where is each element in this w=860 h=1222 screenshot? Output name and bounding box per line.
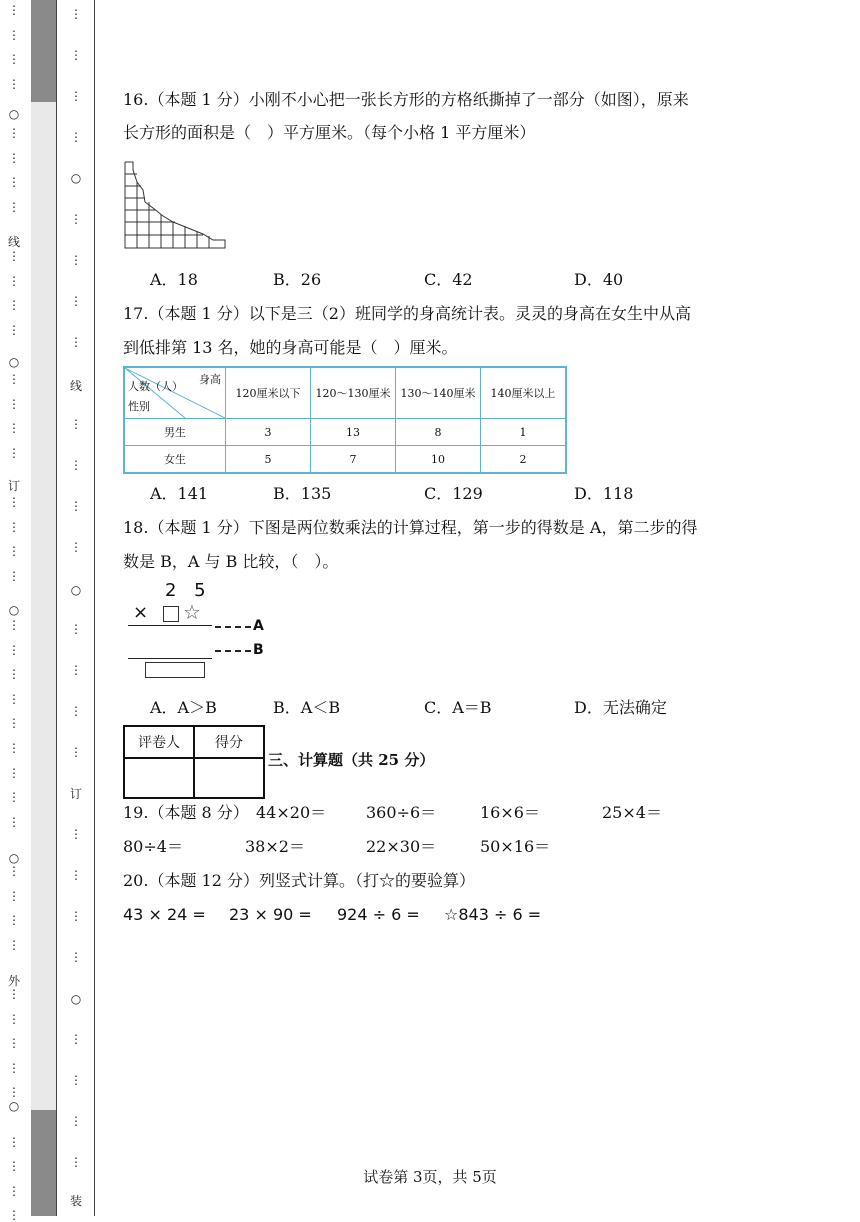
label-a: A — [253, 618, 264, 634]
dots-icon: ⋮ — [8, 790, 20, 804]
q16-option-b[interactable]: B．26 — [273, 270, 322, 289]
q19-item: 25×4＝ — [602, 803, 662, 822]
q18-option-c[interactable]: C．A＝B — [424, 698, 492, 717]
star-icon: ☆ — [183, 600, 201, 624]
q19-prefix: 19.（本题 8 分） — [123, 803, 249, 822]
q16-option-d[interactable]: D．40 — [574, 270, 624, 289]
table-cell: 10 — [396, 446, 481, 474]
dots-icon: ⋮ — [70, 294, 82, 308]
q17-option-d[interactable]: D．118 — [574, 484, 634, 503]
corner-cell — [124, 367, 226, 419]
dots-icon: ⋮ — [8, 126, 20, 140]
score-input-cell[interactable] — [194, 758, 264, 798]
dots-icon: ⋮ — [70, 827, 82, 841]
q19-item: 50×16＝ — [480, 837, 551, 856]
dots-icon: ⋮ — [8, 274, 20, 288]
dots-icon: ⋮ — [8, 52, 20, 66]
q16-line2: 长方形的面积是（ ）平方厘米。（每个小格 1 平方厘米） — [123, 123, 536, 142]
circle-mark: ○ — [70, 992, 82, 1006]
q17-line1: 17.（本题 1 分）以下是三（2）班同学的身高统计表。灵灵的身高在女生中从高 — [123, 304, 691, 323]
q17-option-c[interactable]: C．129 — [424, 484, 483, 503]
dots-icon: ⋮ — [8, 495, 20, 509]
q20-item: 924 ÷ 6 = — [337, 905, 420, 924]
dots-icon: ⋮ — [8, 1184, 20, 1198]
dots-icon: ⋮ — [8, 1135, 20, 1149]
table-cell: 3 — [226, 419, 311, 446]
dots-icon: ⋮ — [8, 77, 20, 91]
corner-top-label: 身高 — [199, 373, 221, 386]
row-label: 男生 — [124, 419, 226, 446]
multiplication-figure — [123, 580, 273, 680]
circle-mark: ○ — [70, 583, 82, 597]
section-heading: 三、计算题（共 25 分） — [268, 751, 435, 769]
margin-label: 线 — [7, 235, 20, 249]
table-row — [124, 419, 566, 446]
circle-mark: ○ — [8, 107, 20, 121]
dots-icon: ⋮ — [8, 249, 20, 263]
blank-box-icon — [163, 606, 179, 622]
q18-line2: 数是 B，A 与 B 比较，（ ）。 — [123, 552, 339, 571]
dots-icon: ⋮ — [8, 618, 20, 632]
dots-icon: ⋮ — [8, 1208, 20, 1222]
corner-bottom-label: 性别 — [128, 400, 150, 413]
margin-label: 线 — [69, 379, 82, 393]
dots-icon: ⋮ — [8, 1036, 20, 1050]
dash-b — [215, 650, 251, 652]
margin-label: 外 — [7, 974, 20, 988]
dots-icon: ⋮ — [8, 397, 20, 411]
binding-margin — [0, 0, 95, 1222]
q17-option-b[interactable]: B．135 — [273, 484, 332, 503]
circle-mark: ○ — [8, 355, 20, 369]
dots-icon: ⋮ — [8, 446, 20, 460]
dots-icon: ⋮ — [8, 741, 20, 755]
q16-option-a[interactable]: A．18 — [150, 270, 198, 289]
margin-light-strip — [31, 102, 56, 1110]
dots-icon: ⋮ — [8, 692, 20, 706]
dots-icon: ⋮ — [8, 28, 20, 42]
table-cell: 2 — [481, 446, 567, 474]
table-cell: 13 — [311, 419, 396, 446]
dots-icon: ⋮ — [70, 212, 82, 226]
row-label: 女生 — [124, 446, 226, 474]
result-box — [145, 662, 205, 678]
q19-item: 38×2＝ — [245, 837, 305, 856]
dots-icon: ⋮ — [70, 1155, 82, 1169]
dots-icon: ⋮ — [70, 1114, 82, 1128]
dots-icon: ⋮ — [8, 1085, 20, 1099]
grader-label: 评卷人 — [124, 726, 194, 758]
dots-icon: ⋮ — [8, 569, 20, 583]
q19-item: 80÷4＝ — [123, 837, 183, 856]
page-footer: 试卷第 3页，共 5页 — [363, 1168, 497, 1186]
circle-mark: ○ — [70, 171, 82, 185]
dots-icon: ⋮ — [70, 909, 82, 923]
dots-icon: ⋮ — [70, 1073, 82, 1087]
q19-item: 22×30＝ — [366, 837, 437, 856]
col-header: 140厘米以上 — [481, 367, 567, 419]
margin-label: 订 — [69, 787, 82, 801]
times-sign: × — [133, 602, 149, 623]
height-stat-table — [123, 366, 567, 474]
score-label: 得分 — [194, 726, 264, 758]
table-cell: 1 — [481, 419, 567, 446]
q20-item: ☆843 ÷ 6 = — [444, 905, 542, 924]
dots-icon: ⋮ — [70, 1032, 82, 1046]
dots-icon: ⋮ — [70, 48, 82, 62]
dots-icon: ⋮ — [8, 889, 20, 903]
dots-icon: ⋮ — [8, 421, 20, 435]
dots-icon: ⋮ — [8, 544, 20, 558]
col-header: 120～130厘米 — [311, 367, 396, 419]
q18-option-a[interactable]: A．A＞B — [150, 698, 217, 717]
circle-mark: ○ — [8, 1099, 20, 1113]
label-b: B — [253, 642, 264, 658]
multiplicand: 2 5 — [165, 580, 212, 601]
torn-grid-figure — [123, 160, 229, 250]
dots-icon: ⋮ — [8, 372, 20, 386]
grader-box — [123, 725, 265, 799]
dots-icon: ⋮ — [70, 499, 82, 513]
corner-mid-label: 人数（人） — [128, 380, 183, 393]
dots-icon: ⋮ — [8, 298, 20, 312]
q20-line1: 20.（本题 12 分）列竖式计算。（打☆的要验算） — [123, 871, 475, 890]
dots-icon: ⋮ — [8, 1061, 20, 1075]
dots-icon: ⋮ — [70, 663, 82, 677]
dots-icon: ⋮ — [8, 913, 20, 927]
dots-icon: ⋮ — [70, 704, 82, 718]
dots-icon: ⋮ — [70, 950, 82, 964]
dots-icon: ⋮ — [70, 7, 82, 21]
q19-item: 16×6＝ — [480, 803, 540, 822]
dots-icon: ⋮ — [70, 745, 82, 759]
dots-icon: ⋮ — [70, 253, 82, 267]
q19-item: 360÷6＝ — [366, 803, 437, 822]
dots-icon: ⋮ — [8, 1159, 20, 1173]
dots-icon: ⋮ — [70, 622, 82, 636]
dots-icon: ⋮ — [8, 3, 20, 17]
q16-line1: 16.（本题 1 分）小刚不小心把一张长方形的方格纸撕掉了一部分（如图），原来 — [123, 90, 689, 109]
col-header: 120厘米以下 — [226, 367, 311, 419]
q20-item: 23 × 90 = — [229, 905, 312, 924]
product-line-1 — [128, 625, 212, 626]
dots-icon: ⋮ — [70, 89, 82, 103]
table-cell: 8 — [396, 419, 481, 446]
table-cell: 7 — [311, 446, 396, 474]
dots-icon: ⋮ — [8, 643, 20, 657]
margin-line-right — [94, 0, 95, 1216]
dots-icon: ⋮ — [8, 815, 20, 829]
dots-icon: ⋮ — [8, 323, 20, 337]
dots-icon: ⋮ — [70, 130, 82, 144]
q18-option-b[interactable]: B．A＜B — [273, 698, 341, 717]
margin-dark-block-bottom — [31, 1110, 56, 1216]
dots-icon: ⋮ — [70, 458, 82, 472]
q20-item: 43 × 24 = — [123, 905, 206, 924]
dots-icon: ⋮ — [8, 716, 20, 730]
circle-mark: ○ — [8, 603, 20, 617]
dots-icon: ⋮ — [8, 667, 20, 681]
dots-icon: ⋮ — [70, 335, 82, 349]
circle-mark: ○ — [8, 851, 20, 865]
q18-option-d[interactable]: D．无法确定 — [574, 698, 667, 717]
dots-icon: ⋮ — [8, 520, 20, 534]
grader-input-cell[interactable] — [124, 758, 194, 798]
dots-icon: ⋮ — [8, 175, 20, 189]
dash-a — [215, 626, 251, 628]
dots-icon: ⋮ — [8, 864, 20, 878]
margin-line-left — [56, 0, 57, 1216]
dots-icon: ⋮ — [8, 200, 20, 214]
margin-dark-block-top — [31, 0, 56, 102]
dots-icon: ⋮ — [8, 938, 20, 952]
q17-line2: 到低排第 13 名，她的身高可能是（ ）厘米。 — [123, 338, 458, 357]
product-line-2 — [128, 658, 212, 659]
margin-label: 订 — [7, 479, 20, 493]
table-header-row — [124, 367, 566, 419]
table-row — [124, 446, 566, 474]
table-cell: 5 — [226, 446, 311, 474]
q18-line1: 18.（本题 1 分）下图是两位数乘法的计算过程，第一步的得数是 A，第二步的得 — [123, 518, 698, 537]
dots-icon: ⋮ — [8, 766, 20, 780]
dots-icon: ⋮ — [8, 1012, 20, 1026]
dots-icon: ⋮ — [8, 987, 20, 1001]
dots-icon: ⋮ — [70, 540, 82, 554]
q17-option-a[interactable]: A．141 — [150, 484, 209, 503]
dots-icon: ⋮ — [8, 151, 20, 165]
dots-icon: ⋮ — [70, 868, 82, 882]
q16-option-c[interactable]: C．42 — [424, 270, 473, 289]
dots-icon: ⋮ — [70, 417, 82, 431]
q19-item: 44×20＝ — [256, 803, 327, 822]
margin-label: 装 — [69, 1194, 82, 1208]
col-header: 130～140厘米 — [396, 367, 481, 419]
